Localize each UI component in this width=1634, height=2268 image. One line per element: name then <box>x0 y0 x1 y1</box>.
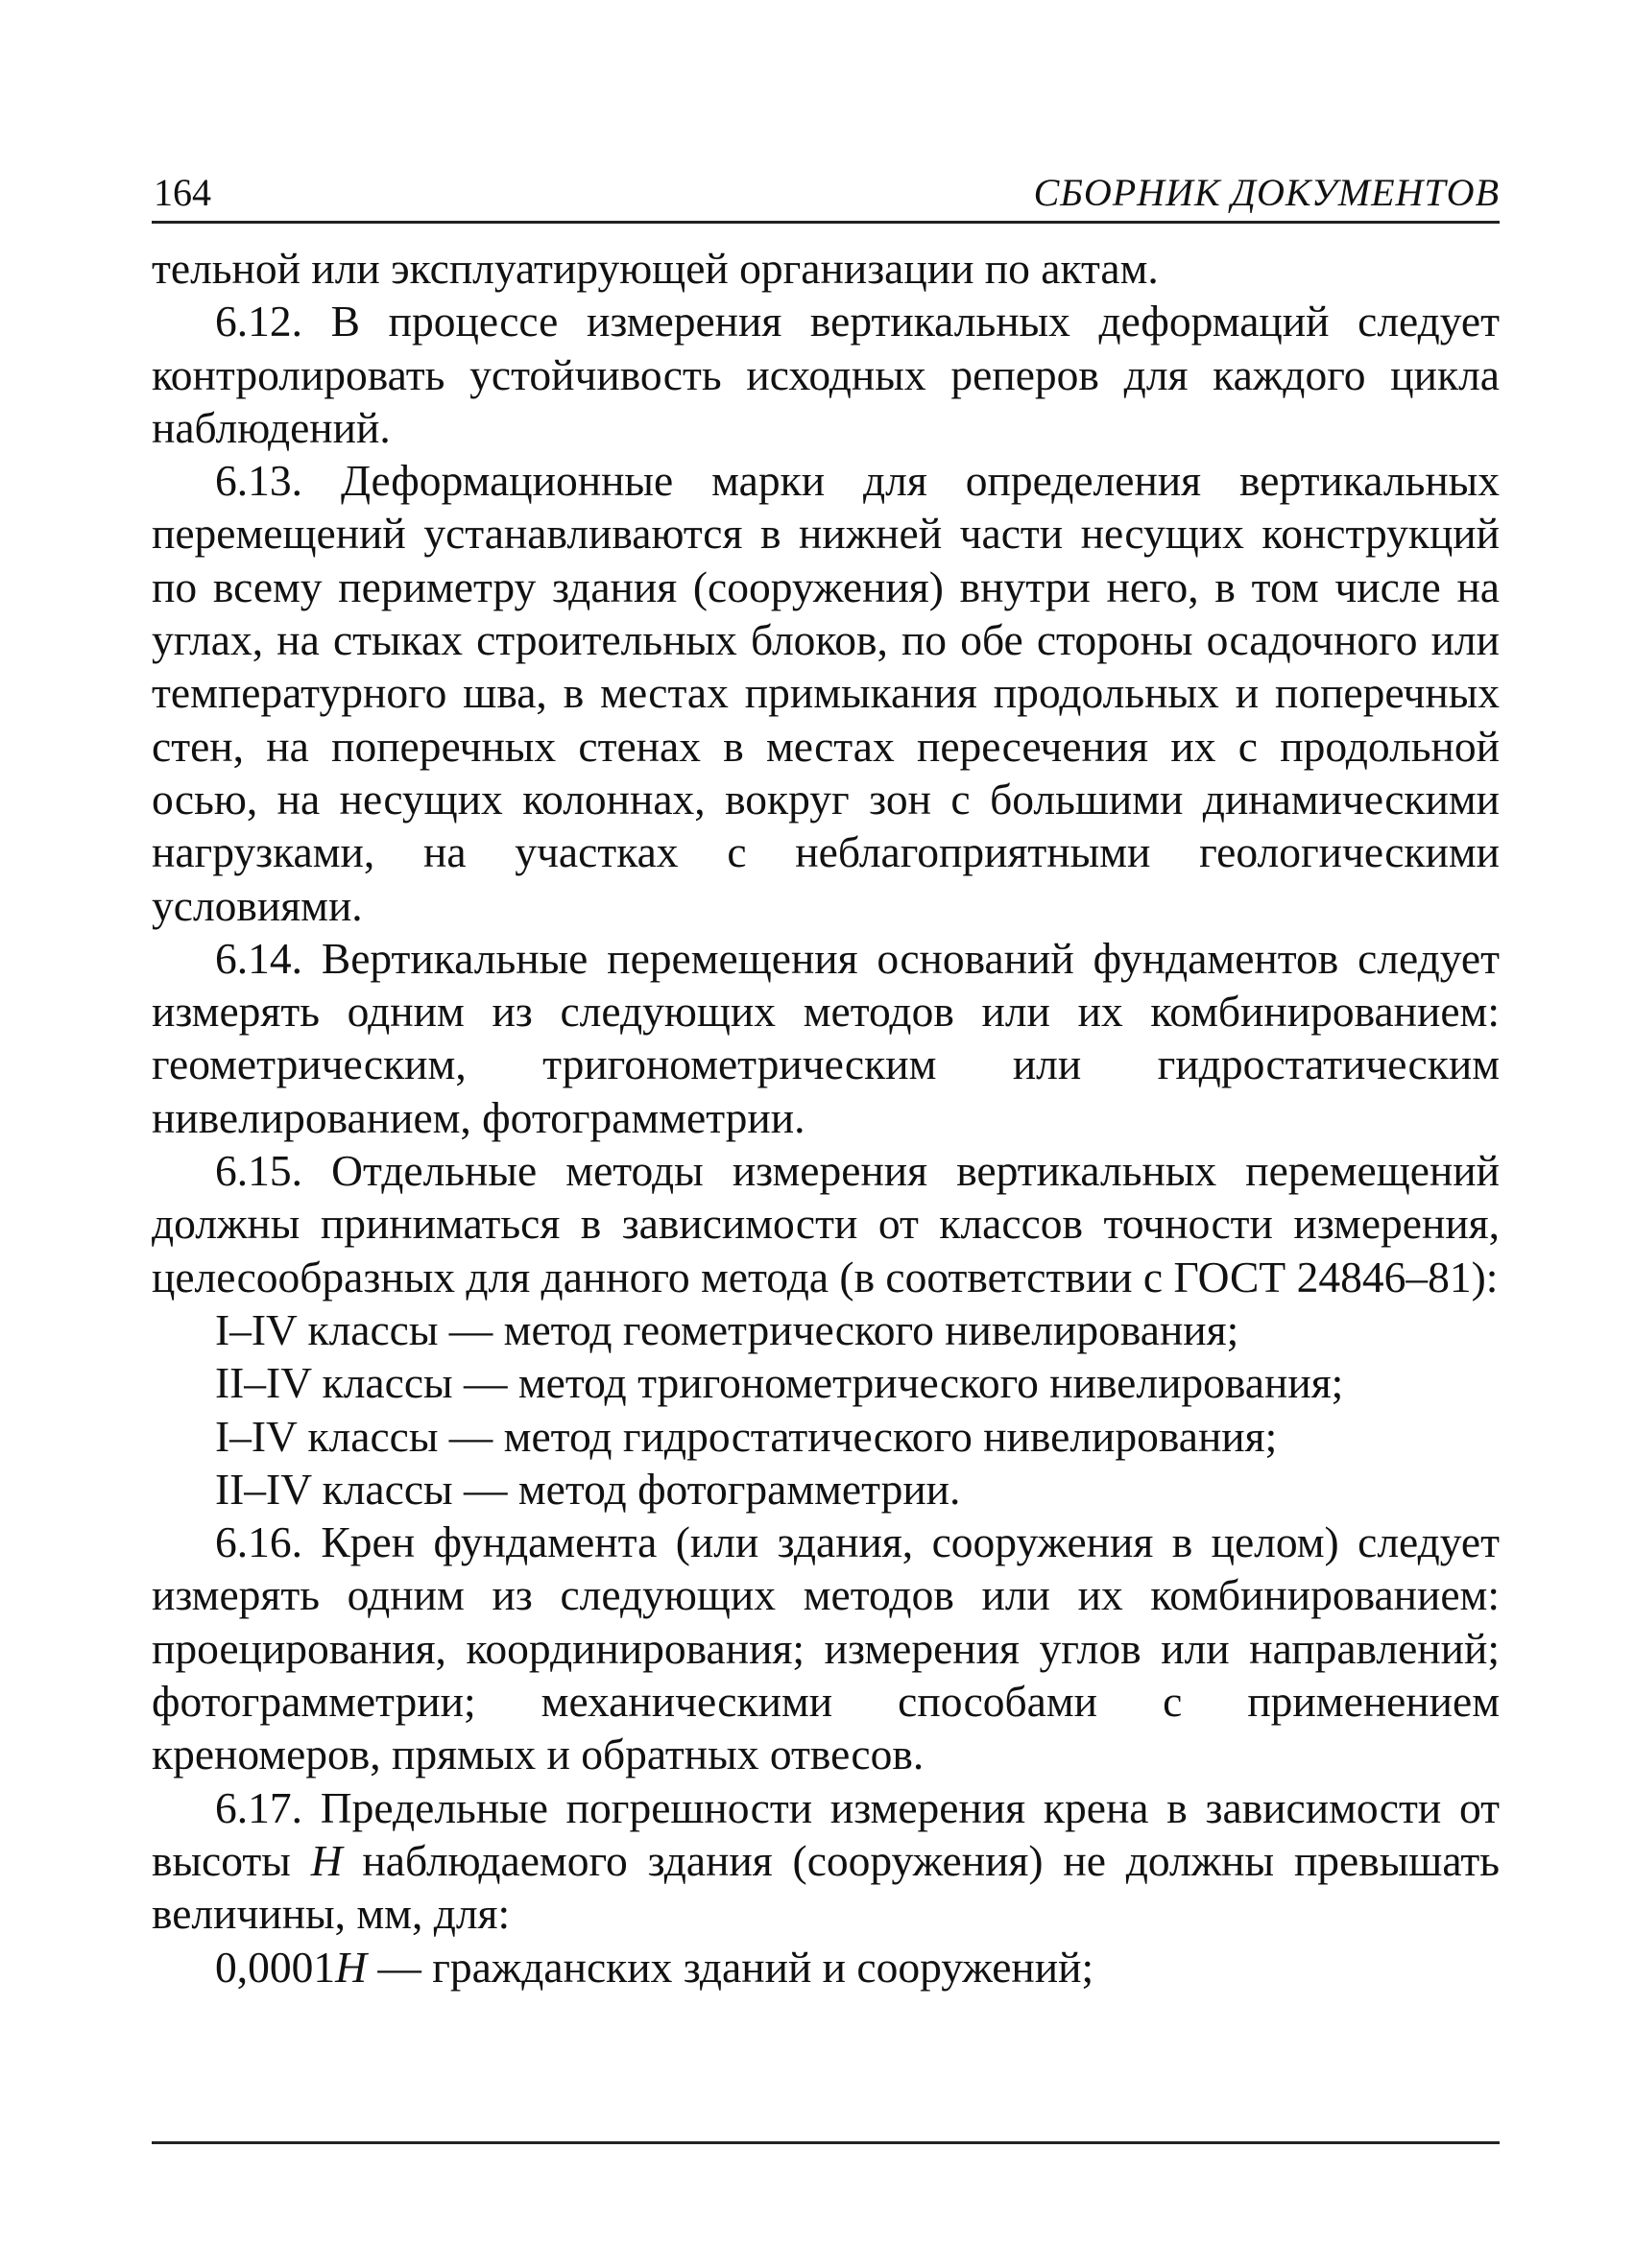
page-number: 164 <box>154 171 211 214</box>
paragraph-continuation: тельной или эксплуатирующей организации по актам. <box>152 244 1159 293</box>
height-symbol: H <box>310 1835 343 1885</box>
tolerance-description: — гражданских зданий и сооружений; <box>366 1942 1094 1992</box>
list-item-trigonometric-leveling: II–IV классы — метод тригонометрического нивелирования; <box>215 1358 1344 1408</box>
paragraph-6-16: 6.16. Крен фундамента (или здания, сооружения в целом) следует измерять одним из следующих методов или их комбинированием: проецирования, координирования; измерения углов или направлений; фотограмметрии; механическими способами с применением креномеров, прямых и обратных отвесов. <box>152 1517 1500 1779</box>
bottom-rule <box>152 2141 1500 2144</box>
tolerance-civil-buildings <box>152 1941 1500 1993</box>
paragraph-6-12: 6.12. В процессе измерения вертикальных деформаций следует контролировать устойчивость исходных реперов для каждого цикла наблюдений. <box>152 297 1500 452</box>
paragraph-6-17 <box>152 1781 1500 1941</box>
list-item-photogrammetry: II–IV классы — метод фотограмметрии. <box>215 1464 961 1514</box>
paragraph-6-13: 6.13. Деформационные марки для определения вертикальных перемещений устанавливаются в нижней части несущих конструкций по всему периметру здания (сооружения) внутри него, в том числе на углах, на стыках строительных блоков, по обе стороны осадочного или температурного шва, в местах примыкания продольных и поперечных стен, на поперечных стенах в местах пересечения их с продольной осью, на несущих колоннах, вокруг зон с большими динамическими нагрузками, на участках с неблагоприятными геологическими условиями. <box>152 456 1500 930</box>
running-title: СБОРНИК ДОКУМЕНТОВ <box>1033 171 1500 214</box>
paragraph-6-17-text-start: 6.17. Предельные погрешности измерения крена в зависимости от высоты <box>152 1782 1500 1885</box>
running-header <box>152 171 1500 224</box>
paragraph-6-14: 6.14. Вертикальные перемещения оснований фундаментов следует измерять одним из следующих методов или их комбинированием: геометрическим, тригонометрическим или гидростатическим нивелированием, фотограмметрии. <box>152 933 1500 1142</box>
paragraph-6-15: 6.15. Отдельные методы измерения вертикальных перемещений должны приниматься в зависимости от классов точности измерения, целесообразных для данного метода (в соответствии с ГОСТ 24846–81): <box>152 1146 1500 1301</box>
tolerance-value: 0,0001 <box>215 1942 336 1992</box>
list-item-geometric-leveling: I–IV классы — метод геометрического нивелирования; <box>215 1304 1239 1354</box>
list-item-hydrostatic-leveling: I–IV классы — метод гидростатического нивелирования; <box>215 1411 1278 1461</box>
document-page <box>152 0 1500 2268</box>
paragraph-6-17-text-end: наблюдаемого здания (сооружения) не должны превышать величины, мм, для: <box>152 1835 1500 1939</box>
body-text <box>152 242 1500 1993</box>
height-symbol: H <box>335 1942 367 1992</box>
